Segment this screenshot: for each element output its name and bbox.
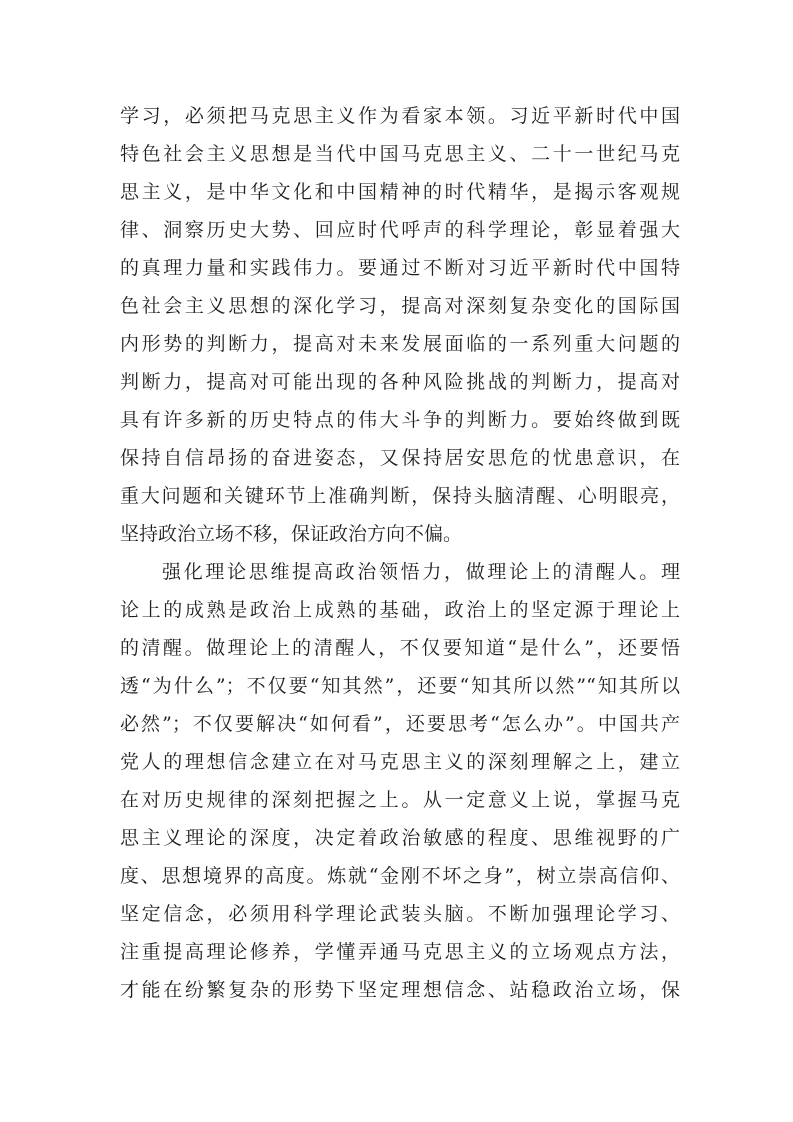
paragraph-1 (120, 97, 680, 553)
text-line: 具有许多新的历史特点的伟大斗争的判断力。要始终做到既 (120, 409, 680, 431)
text-line: 坚持政治立场不移，保证政治方向不偏。 (120, 523, 463, 545)
text-line: 的真理力量和实践伟力。要通过不断对习近平新时代中国特 (120, 257, 680, 279)
text-line: 内形势的判断力，提高对未来发展面临的一系列重大问题的 (120, 333, 680, 355)
text-line: 才能在纷繁复杂的形势下坚定理想信念、站稳政治立场，保 (120, 979, 680, 1001)
text-line: 判断力，提高对可能出现的各种风险挑战的判断力，提高对 (120, 371, 680, 393)
paragraph-2 (120, 553, 680, 1009)
text-line: 必然”；不仅要解决“如何看”，还要思考“怎么办”。中国共产 (120, 713, 680, 735)
text-line: 重大问题和关键环节上准确判断，保持头脑清醒、心明眼亮， (120, 485, 680, 507)
text-line: 党人的理想信念建立在对马克思主义的深刻理解之上，建立 (120, 751, 680, 773)
text-line: 坚定信念，必须用科学理论武装头脑。不断加强理论学习、 (120, 903, 680, 925)
text-line: 保持自信昂扬的奋进姿态，又保持居安思危的忧患意识，在 (120, 447, 680, 469)
text-line: 论上的成熟是政治上成熟的基础，政治上的坚定源于理论上 (120, 599, 680, 621)
text-line: 学习，必须把马克思主义作为看家本领。习近平新时代中国 (120, 105, 680, 127)
text-line: 强化理论思维提高政治领悟力，做理论上的清醒人。理 (162, 561, 680, 583)
text-line: 在对历史规律的深刻把握之上。从一定意义上说，掌握马克 (120, 789, 680, 811)
text-line: 思主义理论的深度，决定着政治敏感的程度、思维视野的广 (120, 827, 680, 849)
text-line: 注重提高理论修养，学懂弄通马克思主义的立场观点方法， (120, 941, 680, 963)
text-line: 的清醒。做理论上的清醒人，不仅要知道“是什么”，还要悟 (120, 637, 680, 659)
text-line: 思主义，是中华文化和中国精神的时代精华，是揭示客观规 (120, 181, 680, 203)
text-line: 度、思想境界的高度。炼就“金刚不坏之身”，树立崇高信仰、 (120, 865, 680, 887)
text-line: 色社会主义思想的深化学习，提高对深刻复杂变化的国际国 (120, 295, 680, 317)
text-line: 律、洞察历史大势、回应时代呼声的科学理论，彰显着强大 (120, 219, 680, 241)
text-line: 特色社会主义思想是当代中国马克思主义、二十一世纪马克 (120, 143, 680, 165)
document-body (120, 97, 680, 1009)
text-line: 透“为什么”；不仅要“知其然”，还要“知其所以然”“知其所以 (120, 675, 680, 697)
